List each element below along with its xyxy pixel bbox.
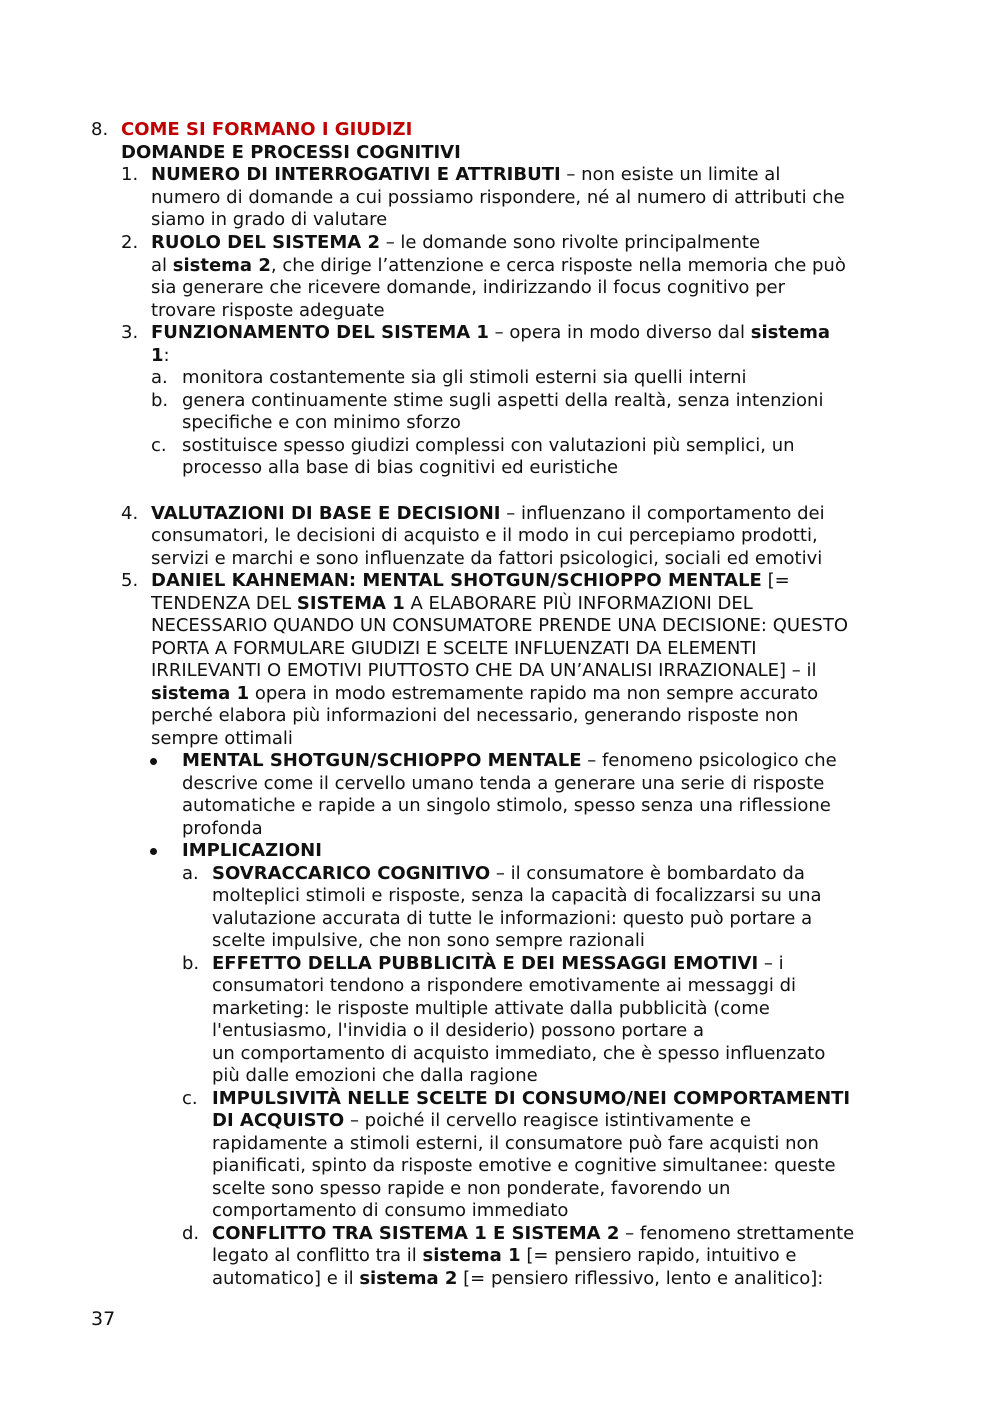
- implication-d-text-2c: [= pensiero rapido, intuitivo e: [520, 1245, 797, 1266]
- item-2-line-2: [151, 255, 846, 278]
- item-5-text: [=: [761, 570, 790, 591]
- item-4-line-3: servizi e marchi e sono influenzate da fattori psicologici, sociali ed emotivi: [151, 548, 823, 569]
- item-5-line-8: sempre ottimali: [151, 728, 293, 749]
- item-5-line-2: [151, 593, 753, 616]
- implication-b-text: – i: [758, 953, 784, 974]
- implication-d-text-3a: automatico] e il: [212, 1268, 360, 1289]
- item-1-text: – non esiste un limite al: [560, 164, 781, 185]
- item-2-text-c: , che dirige l’attenzione e cerca risposte nella memoria che può: [270, 255, 846, 276]
- implication-a-line-4: scelte impulsive, che non sono sempre razionali: [212, 930, 645, 951]
- item-1-number: 1.: [121, 164, 139, 185]
- implication-b-letter: b.: [182, 953, 200, 974]
- item-4-text: – influenzano il comportamento dei: [500, 503, 825, 524]
- item-5-bold-term-2: sistema 1: [151, 683, 250, 704]
- implication-a-line-1: [212, 863, 805, 886]
- implication-b-line-3: marketing: le risposte multiple attivate dalla pubblicità (come: [212, 998, 770, 1019]
- implication-d-line-2: [212, 1245, 796, 1268]
- implication-a-line-2: molteplici stimoli e risposte, senza la capacità di focalizzarsi su una: [212, 885, 822, 906]
- item-3-sub-c-line-1: sostituisce spesso giudizi complessi con valutazioni più semplici, un: [182, 435, 795, 456]
- bullet-1-heading: MENTAL SHOTGUN/SCHIOPPO MENTALE: [182, 750, 582, 771]
- implication-b-line-4: l'entusiasmo, l'invidia o il desiderio) possono portare a: [212, 1020, 704, 1041]
- implication-a-letter: a.: [182, 863, 199, 884]
- item-2-number: 2.: [121, 232, 139, 253]
- implication-b-line-6: più dalle emozioni che dalla ragione: [212, 1065, 538, 1086]
- item-5-line-7: perché elabora più informazioni del necessario, generando risposte non: [151, 705, 799, 726]
- item-5-bold-term: SISTEMA 1: [296, 593, 405, 614]
- item-5-heading: DANIEL KAHNEMAN: MENTAL SHOTGUN/SCHIOPPO MENTALE: [151, 570, 762, 591]
- implication-a-text: – il consumatore è bombardato da: [490, 863, 805, 884]
- item-3-line-2: [151, 345, 170, 368]
- item-2-text-a: al: [151, 255, 173, 276]
- item-5-number: 5.: [121, 570, 139, 591]
- item-1-line-3: siamo in grado di valutare: [151, 209, 388, 230]
- item-3-sub-c-letter: c.: [151, 435, 167, 456]
- item-3-sub-b-line-2: specifiche e con minimo sforzo: [182, 412, 461, 433]
- item-2-text: – le domande sono rivolte principalmente: [379, 232, 761, 253]
- implication-b-line-1: [212, 953, 784, 976]
- item-1-heading: NUMERO DI INTERROGATIVI E ATTRIBUTI: [151, 164, 561, 185]
- section-title: COME SI FORMANO I GIUDIZI: [121, 119, 413, 140]
- bullet-1-line-4: profonda: [182, 818, 263, 839]
- item-3-text: – opera in modo diverso dal: [488, 322, 751, 343]
- implication-c-heading-2: DI ACQUISTO: [212, 1110, 345, 1131]
- item-5-line-5: IRRILEVANTI O EMOTIVI PIUTTOSTO CHE DA UN’ANALISI IRRAZIONALE] – il: [151, 660, 817, 681]
- implication-c-line-2: [212, 1110, 751, 1133]
- implication-d-line-1: [212, 1223, 854, 1246]
- item-5-text-a: TENDENZA DEL: [151, 593, 297, 614]
- item-5-text-c: A ELABORARE PIÙ INFORMAZIONI DEL: [404, 593, 753, 614]
- implication-d-bold-term-1: sistema 1: [422, 1245, 521, 1266]
- item-3-sub-b-line-1: genera continuamente stime sugli aspetti della realtà, senza intenzioni: [182, 390, 824, 411]
- implication-b-heading: EFFETTO DELLA PUBBLICITÀ E DEI MESSAGGI EMOTIVI: [212, 953, 759, 974]
- item-3-sub-a-line-1: monitora costantemente sia gli stimoli esterni sia quelli interni: [182, 367, 747, 388]
- implication-c-heading: IMPULSIVITÀ NELLE SCELTE DI CONSUMO/NEI COMPORTAMENTI: [212, 1088, 851, 1109]
- implication-d-letter: d.: [182, 1223, 200, 1244]
- implication-d-heading: CONFLITTO TRA SISTEMA 1 E SISTEMA 2: [212, 1223, 620, 1244]
- item-1-line-1: [151, 164, 780, 187]
- implication-d-bold-term-2: sistema 2: [359, 1268, 458, 1289]
- item-4-heading: VALUTAZIONI DI BASE E DECISIONI: [151, 503, 501, 524]
- item-2-line-1: [151, 232, 760, 255]
- implication-d-line-3: [212, 1268, 823, 1291]
- implication-c-line-6: comportamento di consumo immediato: [212, 1200, 569, 1221]
- bullet-2-heading: IMPLICAZIONI: [182, 840, 322, 861]
- item-5-text-6: opera in modo estremamente rapido ma non sempre accurato: [249, 683, 819, 704]
- implication-c-line-4: pianificati, spinto da risposte emotive e cognitive simultanee: queste: [212, 1155, 836, 1176]
- implication-d-text-2a: legato al conflitto tra il: [212, 1245, 423, 1266]
- implication-b-line-5: un comportamento di acquisto immediato, che è spesso influenzato: [212, 1043, 826, 1064]
- item-5-line-1: [151, 570, 790, 593]
- section-subtitle: DOMANDE E PROCESSI COGNITIVI: [121, 142, 461, 163]
- item-3-bold-term: sistema: [750, 322, 831, 343]
- item-3-colon: :: [163, 345, 170, 366]
- item-2-line-4: trovare risposte adeguate: [151, 300, 385, 321]
- item-3-sub-c-line-2: processo alla base di bias cognitivi ed euristiche: [182, 457, 619, 478]
- item-1-line-2: numero di domande a cui possiamo rispondere, né al numero di attributi che: [151, 187, 845, 208]
- bullet-1-line-1: [182, 750, 837, 773]
- item-4-line-1: [151, 503, 825, 526]
- item-2-line-3: sia generare che ricevere domande, indirizzando il focus cognitivo per: [151, 277, 785, 298]
- item-5-line-6: [151, 683, 818, 706]
- implication-c-line-3: rapidamente a stimoli esterni, il consumatore può fare acquisti non: [212, 1133, 819, 1154]
- item-3-number: 3.: [121, 322, 139, 343]
- implication-d-text: – fenomeno strettamente: [619, 1223, 855, 1244]
- implication-d-text-3c: [= pensiero riflessivo, lento e analitico]:: [457, 1268, 824, 1289]
- item-3-bold-number: 1: [151, 345, 164, 366]
- implication-c-line-5: scelte sono spesso rapide e non ponderate, favorendo un: [212, 1178, 731, 1199]
- item-3-heading: FUNZIONAMENTO DEL SISTEMA 1: [151, 322, 489, 343]
- item-3-line-1: [151, 322, 830, 345]
- item-3-sub-b-letter: b.: [151, 390, 169, 411]
- item-4-line-2: consumatori, le decisioni di acquisto e il modo in cui percepiamo prodotti,: [151, 525, 818, 546]
- section-number: 8.: [91, 119, 109, 140]
- bullet-1-line-3: automatiche e rapide a un singolo stimolo, spesso senza una riflessione: [182, 795, 831, 816]
- bullet-1-line-2: descrive come il cervello umano tenda a generare una serie di risposte: [182, 773, 825, 794]
- item-4-number: 4.: [121, 503, 139, 524]
- implication-b-line-2: consumatori tendono a rispondere emotivamente ai messaggi di: [212, 975, 797, 996]
- bullet-2-dot: [150, 848, 157, 855]
- implication-a-heading: SOVRACCARICO COGNITIVO: [212, 863, 491, 884]
- item-5-line-4: PORTA A FORMULARE GIUDIZI E SCELTE INFLUENZATI DA ELEMENTI: [151, 638, 757, 659]
- implication-c-text: – poiché il cervello reagisce istintivamente e: [344, 1110, 751, 1131]
- item-3-sub-a-letter: a.: [151, 367, 168, 388]
- implication-a-line-3: valutazione accurata di tutte le informazioni: questo può portare a: [212, 908, 813, 929]
- page-number: 37: [91, 1308, 116, 1330]
- item-5-line-3: NECESSARIO QUANDO UN CONSUMATORE PRENDE UNA DECISIONE: QUESTO: [151, 615, 848, 636]
- implication-c-letter: c.: [182, 1088, 198, 1109]
- bullet-1-dot: [150, 758, 157, 765]
- item-2-bold-term: sistema 2: [172, 255, 271, 276]
- bullet-1-text: – fenomeno psicologico che: [581, 750, 837, 771]
- item-2-heading: RUOLO DEL SISTEMA 2: [151, 232, 380, 253]
